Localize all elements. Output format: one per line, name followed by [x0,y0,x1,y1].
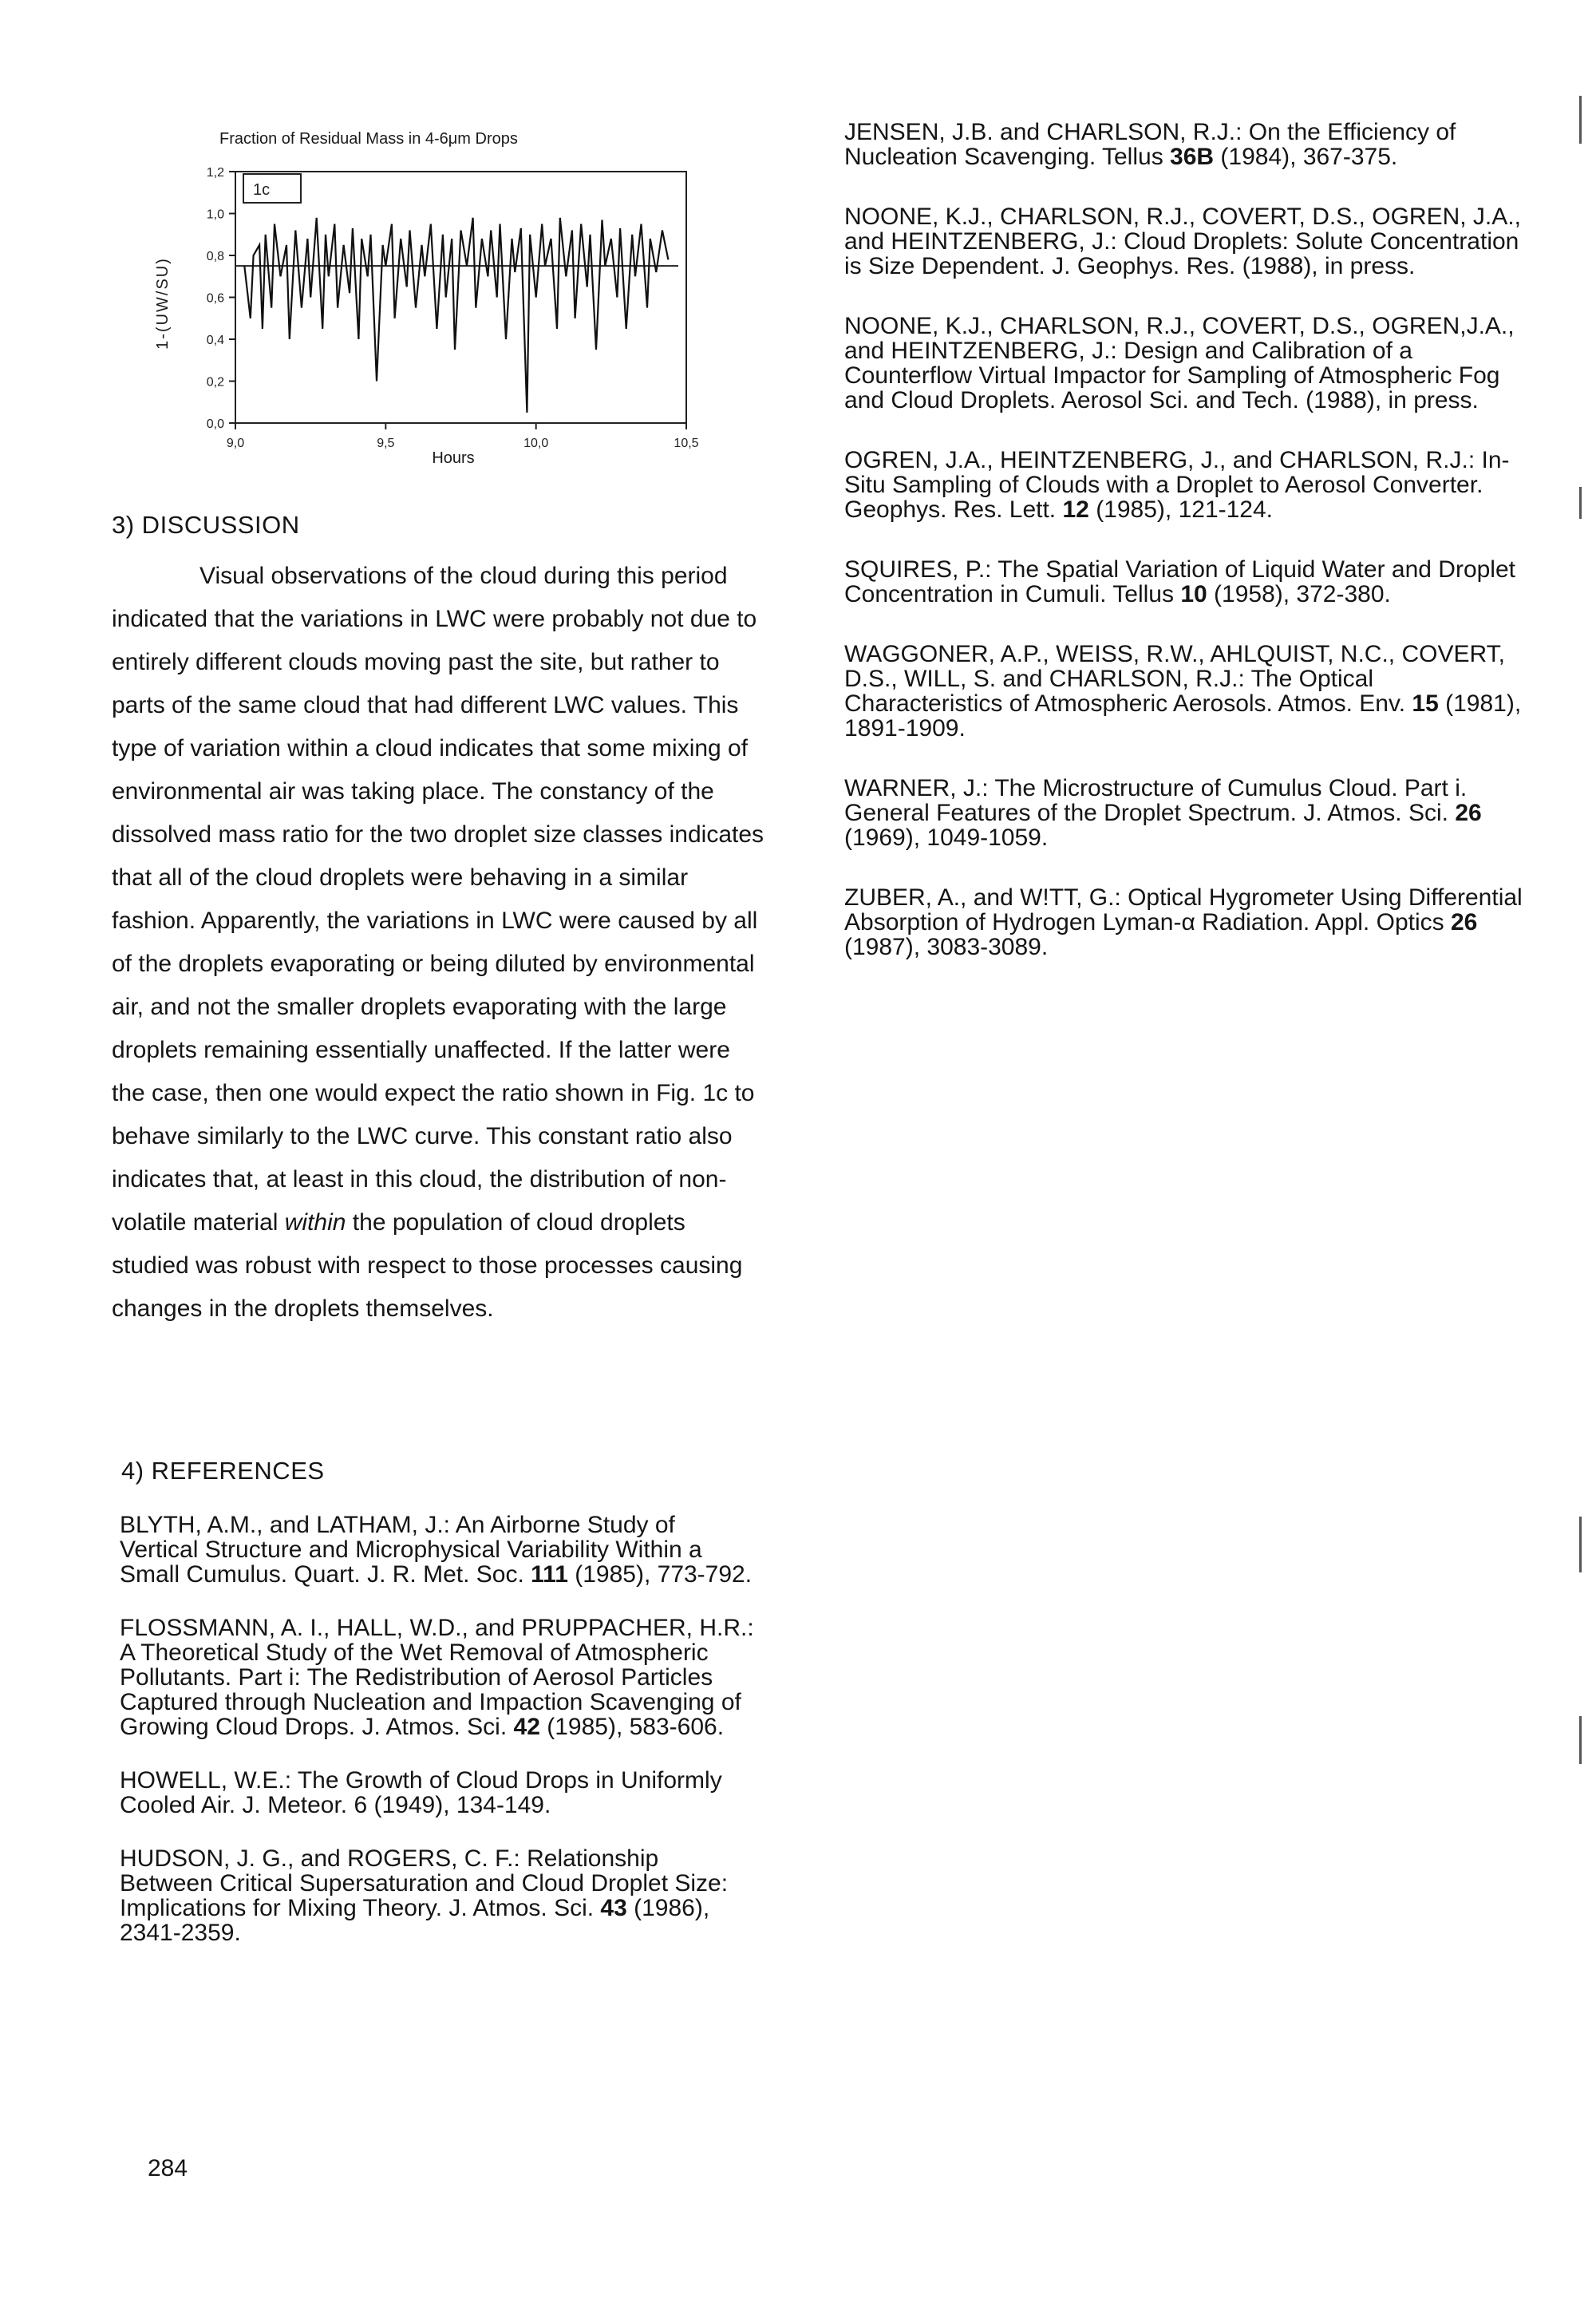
reference-waggoner: WAGGONER, A.P., WEISS, R.W., AHLQUIST, N.C., COVERT, D.S., WILL, S. and CHARLSON, R.J.: The Optical Characteristics of Atmospheric Aerosols. Atmos. Env. 15 (1981), 1891-1909. [844,641,1522,742]
y-tick-label: 0,4 [206,334,224,347]
y-tick-label: 0,2 [206,375,224,390]
reference-hudson: HUDSON, J. G., and ROGERS, C. F.: Relationship Between Critical Supersaturation and Cloud Droplet Size: Implications for Mixing Theory. J. Atmos. Sci. 43 (1986), 2341-2359. [120,1845,729,1946]
y-tick-label: 0,0 [206,417,224,431]
y-tick-label: 0,8 [206,250,224,263]
y-tick-label: 1,0 [206,208,224,222]
x-tick-label: 9,5 [377,437,395,450]
reference-ogren: OGREN, J.A., HEINTZENBERG, J., and CHARLSON, R.J.: In-Situ Sampling of Clouds with a Droplet to Aerosol Converter. Geophys. Res. Lett. 12 (1985), 121-124. [844,447,1510,523]
panel-label: 1c [253,181,271,199]
x-axis-label: Hours [432,449,475,467]
reference-noone-1: NOONE, K.J., CHARLSON, R.J., COVERT, D.S., OGREN, J.A., and HEINTZENBERG, J.: Cloud Droplets: Solute Concentration is Size Dependent. J. Geophys. Res. (1988), in press. [844,204,1521,279]
reference-squires: SQUIRES, P.: The Spatial Variation of Liquid Water and Droplet Concentration in Cumuli. Tellus 10 (1958), 372-380. [844,556,1515,607]
reference-warner: WARNER, J.: The Microstructure of Cumulus Cloud. Part i. General Features of the Droplet Spectrum. J. Atmos. Sci. 26 (1969), 1049-1059. [844,775,1482,851]
x-tick-label: 10,5 [674,437,699,450]
scan-mark [1579,96,1582,144]
discussion-heading: 3) DISCUSSION [112,511,300,539]
panel-label-box [243,174,301,203]
reference-howell: HOWELL, W.E.: The Growth of Cloud Drops in Uniformly Cooled Air. J. Meteor. 6 (1949), 134-149. [120,1767,722,1818]
scan-mark [1579,487,1582,519]
y-tick-label: 0,6 [206,291,224,306]
reference-noone-2: NOONE, K.J., CHARLSON, R.J., COVERT, D.S., OGREN,J.A., and HEINTZENBERG, J.: Design and Calibration of a Counterflow Virtual Impactor for Sampling of Atmospheric Fog and Cloud Droplets. Aerosol Sci. and Tech. (1988), in press. [844,313,1515,413]
reference-jensen: JENSEN, J.B. and CHARLSON, R.J.: On the Efficiency of Nucleation Scavenging. Tellus 36B (1984), 367-375. [844,119,1456,170]
x-tick-label: 10,0 [523,437,549,450]
chart-svg [112,120,718,471]
references-heading: 4) REFERENCES [121,1457,325,1485]
discussion-paragraph [112,555,766,1331]
figure-1c [112,120,718,471]
scan-mark [1579,1517,1582,1572]
references-left-column [120,1513,758,1974]
y-axis-label: 1-(UW/SU) [154,257,172,350]
discussion-text-end: the population of cloud droplets studied was robust with respect to those processes causing changes in the droplets themselves. [112,1209,743,1322]
discussion-text: Visual observations of the cloud during this period indicated that the variations in LWC were probably not due to entirely different clouds moving past the site, but rather to parts of the same cloud that had different LWC values. This type of variation within a cloud indicates that some mixing of environmental air was taking place. The constancy of the dissolved mass ratio for the two droplet size classes indicates that all of the cloud droplets were behaving in a similar fashion. Apparently, the variations in LWC were caused by all of the droplets evaporating or being diluted by environmental air, and not the smaller droplets evaporating with the large droplets remaining essentially unaffected. If the latter were the case, then one would expect the ratio shown in Fig. 1c to behave similarly to the LWC curve. This constant ratio also indicates that, at least in this cloud, the distribution of non-volatile material [112,563,764,1236]
reference-zuber: ZUBER, A., and W!TT, G.: Optical Hygrometer Using Differential Absorption of Hydrogen Lyman-α Radiation. Appl. Optics 26 (1987), 3083-3089. [844,884,1523,960]
y-tick-label: 1,2 [206,166,224,180]
reference-flossmann: FLOSSMANN, A. I., HALL, W.D., and PRUPPACHER, H.R.: A Theoretical Study of the Wet Removal of Atmospheric Pollutants. Part i: The Redistribution of Aerosol Particles Captured through Nucleation and Impaction Scavenging of Growing Cloud Drops. J. Atmos. Sci. 42 (1985), 583-606. [120,1615,754,1740]
discussion-emphasis: within [284,1209,346,1236]
chart-title: Fraction of Residual Mass in 4-6μm Drops [219,130,518,148]
scan-mark [1579,1716,1582,1764]
series-line-1c [244,218,668,413]
x-tick-label: 9,0 [226,437,245,450]
page-number: 284 [148,2155,188,2181]
references-right-column [844,120,1523,995]
reference-blyth: BLYTH, A.M., and LATHAM, J.: An Airborne Study of Vertical Structure and Microphysical Variability Within a Small Cumulus. Quart. J. R. Met. Soc. 111 (1985), 773-792. [120,1512,753,1588]
